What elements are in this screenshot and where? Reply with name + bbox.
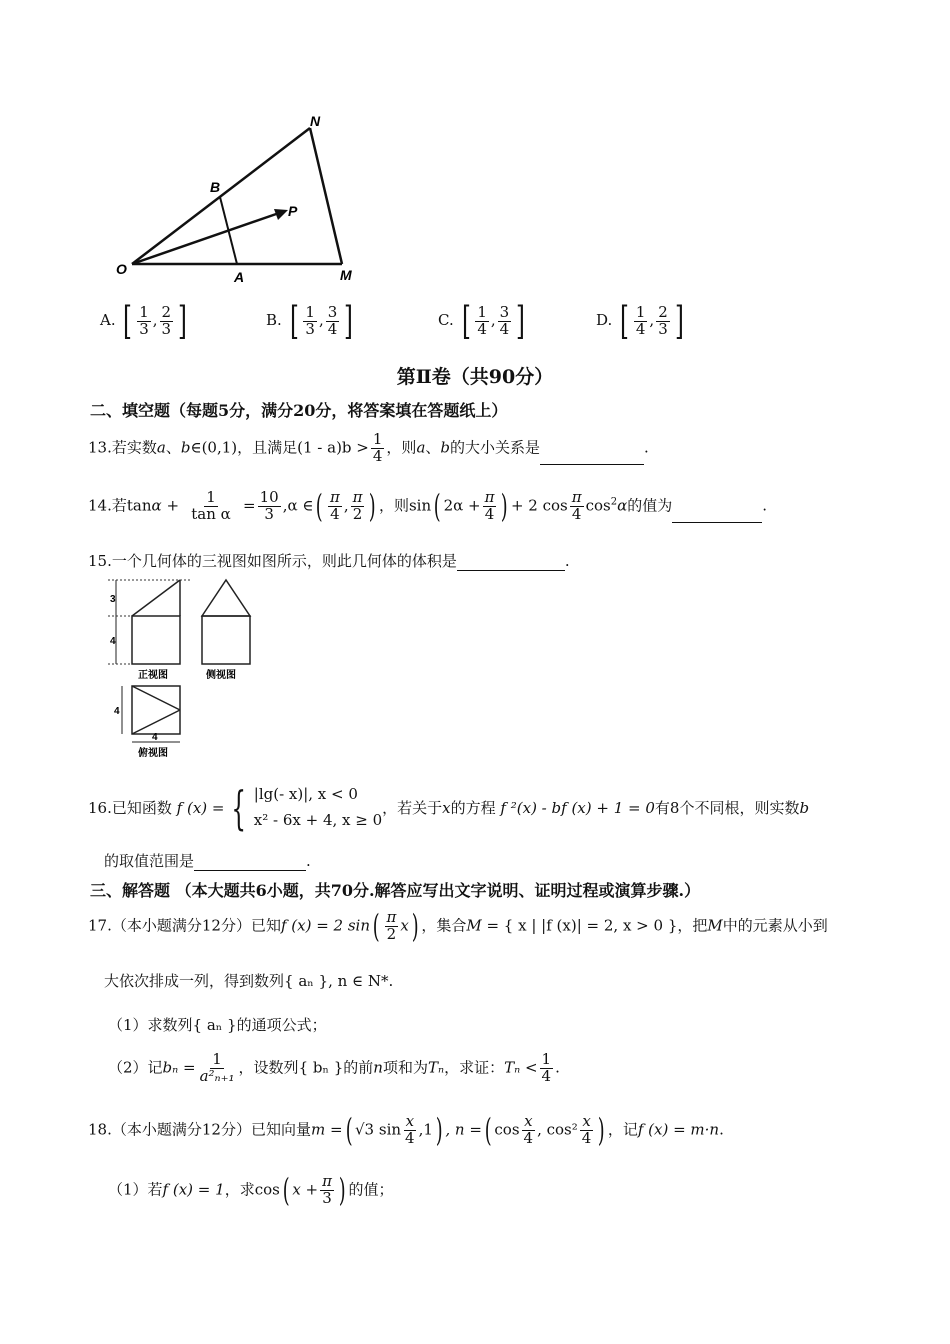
frac-num: 1 bbox=[541, 1050, 552, 1068]
dim-top-side: 4 bbox=[114, 706, 120, 717]
question-16: 16. 已知函数 f (x) = { |lg(- x)|, x < 0 x² - 6x + 4, x ≥ 0 ，若关于 x 的方程 f ²(x) - bf (x) + 1 = 0 有8个不同根，则实数 b bbox=[88, 780, 810, 835]
q-text: ，把 bbox=[677, 916, 708, 935]
math-expr: f (x) = 2 sin bbox=[280, 916, 371, 935]
period: . bbox=[564, 552, 570, 570]
label-a: A bbox=[234, 269, 245, 285]
label-o: O bbox=[116, 261, 127, 277]
var-n: n bbox=[373, 1058, 383, 1077]
math-symbol: = bbox=[243, 496, 256, 515]
frac-den: 4 bbox=[523, 1128, 534, 1147]
q-text: ，且满足 bbox=[237, 438, 298, 457]
q-number: 14. bbox=[88, 496, 112, 515]
answer-blank[interactable] bbox=[540, 448, 644, 465]
frac-num: 10 bbox=[259, 488, 279, 506]
label-side-view: 侧视图 bbox=[206, 670, 236, 681]
period: . bbox=[306, 852, 311, 870]
question-17-part1 bbox=[108, 1014, 327, 1035]
q-text: （2）记 bbox=[108, 1058, 163, 1077]
frac-num: x bbox=[405, 1112, 415, 1130]
section2-heading: 二、填空题（每题5分，满分20分，将答案填在答题纸上） bbox=[90, 401, 508, 420]
option-letter: B. bbox=[266, 311, 282, 330]
section3-heading: 三、解答题 （本大题共6小题，共70分.解答应写出文字说明、证明过程或演算步骤.） bbox=[90, 881, 701, 900]
triangle-figure bbox=[110, 108, 370, 288]
math-expr: f (x) = bbox=[176, 798, 225, 817]
q-text: ，设数列 bbox=[238, 1058, 299, 1077]
q-text: 的值为 bbox=[627, 496, 673, 515]
q-text: 一个几何体的三视图如图所示，则此几何体的体积是 bbox=[111, 552, 457, 570]
answer-blank[interactable] bbox=[194, 854, 306, 871]
q-text: ，求证： bbox=[444, 1058, 505, 1077]
q-text: 的通项公式； bbox=[236, 1016, 327, 1034]
var-b: b bbox=[180, 438, 191, 457]
math-expr: 2α + bbox=[443, 496, 481, 515]
q-number: 15. bbox=[88, 552, 112, 570]
frac-den: 4 bbox=[372, 446, 383, 465]
option-letter: D. bbox=[596, 311, 613, 330]
math-expr: f (x) = m·n bbox=[637, 1120, 720, 1139]
answer-blank[interactable] bbox=[457, 554, 565, 571]
q-text: ，则 bbox=[386, 438, 417, 457]
frac-den: 3 bbox=[322, 1188, 332, 1207]
question-17-cont bbox=[104, 970, 393, 991]
frac-num: π bbox=[322, 1172, 332, 1190]
frac-den: 4 bbox=[541, 1066, 552, 1085]
frac-den: 4 bbox=[477, 319, 487, 338]
frac-den: 4 bbox=[635, 319, 646, 338]
frac-den: 2 bbox=[352, 504, 363, 523]
var-a: a bbox=[416, 438, 426, 457]
var-alpha: α bbox=[151, 496, 162, 515]
q-text: （1）求数列 bbox=[108, 1016, 193, 1034]
question-17-part2 bbox=[108, 1052, 560, 1085]
period: . bbox=[388, 972, 394, 990]
var-tn: Tₙ bbox=[427, 1058, 445, 1077]
frac-num: 1 bbox=[206, 488, 216, 506]
period: . bbox=[719, 1120, 724, 1139]
q-text: （本小题满分12分）已知向量 bbox=[111, 1120, 311, 1139]
frac-den: a²ₙ₊₁ bbox=[199, 1066, 235, 1085]
q-text: ，则 bbox=[378, 496, 409, 515]
frac-num: 2 bbox=[161, 302, 172, 321]
option-b: B. [ $\frac{1}{3}$ , $\frac{3}{4}$ ] bbox=[266, 299, 354, 343]
math-expr: f ²(x) - bf (x) + 1 = 0 bbox=[500, 798, 655, 817]
q-text: 的方程 bbox=[450, 799, 496, 817]
seq-an: { aₙ } bbox=[192, 1016, 237, 1034]
frac-num: 1 bbox=[305, 302, 315, 321]
frac-den: 4 bbox=[405, 1128, 415, 1147]
frac-num: 2 bbox=[658, 302, 668, 321]
math-expr: , n ∈ N* bbox=[328, 972, 389, 990]
math-expr: Tₙ < bbox=[504, 1058, 538, 1077]
piecewise-case-2: x² - 6x + 4, x ≥ 0 bbox=[253, 810, 383, 829]
question-13 bbox=[88, 432, 649, 465]
dim-front-top: 3 bbox=[110, 594, 116, 605]
q-text: 大依次排成一列，得到数列 bbox=[104, 972, 285, 990]
math-symbol: + bbox=[166, 496, 180, 515]
math-expr: (1 - a)b > bbox=[297, 438, 369, 457]
q-text: 的前 bbox=[343, 1058, 374, 1077]
frac-num: π bbox=[386, 908, 397, 926]
frac-den: 4 bbox=[571, 504, 582, 523]
question-18: 18.（本小题满分12分）已知向量m =( √3 sin $\frac{x}{4}$ ,1) , n =( cos $\frac{x}{4}$ , cos² $\frac{x}{4}$ ) ，记f (x) = m·n. bbox=[88, 1110, 724, 1149]
math-expr: ,α ∈ bbox=[282, 496, 314, 515]
frac-den: 4 bbox=[484, 504, 495, 523]
q-text: 、 bbox=[425, 438, 441, 457]
func-sin: sin bbox=[408, 496, 432, 515]
q-number: 13. bbox=[88, 438, 112, 457]
frac-num: π bbox=[352, 488, 363, 506]
frac-num: 1 bbox=[477, 302, 487, 321]
frac-den: 3 bbox=[139, 319, 149, 338]
label-n: N bbox=[310, 113, 321, 129]
period: . bbox=[644, 438, 649, 457]
q-text: （本小题满分12分）已知 bbox=[111, 916, 281, 935]
var-alpha: α bbox=[617, 496, 628, 515]
frac-num: 3 bbox=[327, 302, 338, 321]
frac-num: π bbox=[484, 488, 495, 506]
period: . bbox=[555, 1058, 560, 1077]
frac-den: 4 bbox=[327, 319, 338, 338]
q-text: 已知函数 bbox=[111, 799, 172, 817]
frac-den: 2 bbox=[386, 924, 397, 943]
math-expr: f (x) = 1 bbox=[162, 1180, 225, 1199]
q-number: 18. bbox=[88, 1120, 112, 1139]
label-top-view: 俯视图 bbox=[138, 748, 168, 759]
label-front-view: 正视图 bbox=[138, 670, 168, 681]
label-m: M bbox=[340, 267, 352, 283]
func-cos: , cos² bbox=[537, 1120, 578, 1139]
option-letter: C. bbox=[438, 311, 454, 330]
option-c: C. [ $\frac{1}{4}$ , $\frac{3}{4}$ ] bbox=[438, 299, 526, 343]
interval: (0,1) bbox=[201, 438, 238, 457]
q-text: ，记 bbox=[607, 1120, 638, 1139]
math-symbol: ∈ bbox=[190, 438, 202, 457]
var-x: x bbox=[400, 916, 409, 935]
q-number: 17. bbox=[88, 916, 112, 935]
func-cos: cos bbox=[494, 1120, 520, 1139]
question-17: 17.（本小题满分12分）已知f (x) = 2 sin( $\frac{\pi}{2}$ x) ，集合M = { x | |f (x)| = 2, x > 0 }，把M中的元素从小到 bbox=[88, 906, 828, 945]
var-x: x bbox=[442, 798, 451, 817]
frac-num: x bbox=[524, 1112, 533, 1130]
frac-num: 1 bbox=[139, 302, 149, 321]
question-16-cont bbox=[104, 850, 311, 871]
vec-m: m = bbox=[310, 1120, 343, 1139]
frac-num: x bbox=[582, 1112, 591, 1130]
option-letter: A. bbox=[100, 311, 116, 330]
q-text: 、 bbox=[165, 438, 181, 457]
var-b: b bbox=[440, 438, 451, 457]
var-b: b bbox=[799, 798, 810, 817]
var-m: M bbox=[466, 916, 482, 935]
func-cos: cos bbox=[254, 1180, 280, 1199]
frac-den: 4 bbox=[499, 319, 510, 338]
q-text: 中的元素从小到 bbox=[722, 916, 828, 935]
q-text: 有8个不同根，则实数 bbox=[654, 799, 800, 817]
q-text: ，集合 bbox=[421, 916, 467, 935]
answer-blank[interactable] bbox=[672, 506, 762, 523]
frac-den: 3 bbox=[305, 319, 315, 338]
frac-den: 3 bbox=[264, 504, 274, 523]
q-text: 若 bbox=[111, 496, 127, 515]
var-m: M bbox=[707, 916, 723, 935]
part2-title: 第Ⅱ卷（共90分） bbox=[396, 366, 554, 388]
dim-front-bottom: 4 bbox=[110, 636, 116, 647]
frac-den: tan α bbox=[191, 504, 231, 523]
frac-num: 1 bbox=[212, 1050, 222, 1068]
q-number: 16. bbox=[88, 798, 112, 817]
frac-den: 3 bbox=[658, 319, 668, 338]
q-text: （1）若 bbox=[108, 1180, 163, 1199]
func-cos: cos bbox=[585, 496, 611, 515]
frac-num: π bbox=[329, 488, 340, 506]
q-text: 的取值范围是 bbox=[104, 852, 195, 870]
frac-num: 3 bbox=[499, 302, 510, 321]
frac-num: π bbox=[571, 488, 582, 506]
q-text: ，求 bbox=[224, 1180, 255, 1199]
func-tan: tan bbox=[126, 496, 152, 515]
math-expr: x + bbox=[292, 1180, 319, 1199]
frac-den: 3 bbox=[161, 319, 172, 338]
math-expr: ,1 bbox=[418, 1120, 433, 1139]
q-text: 的值； bbox=[348, 1180, 394, 1199]
set-expr: = { x | |f (x)| = 2, x > 0 } bbox=[486, 916, 678, 935]
question-15 bbox=[88, 550, 570, 571]
seq-an: { aₙ } bbox=[284, 972, 329, 990]
q-text: 的大小关系是 bbox=[450, 438, 541, 457]
q-text: 项和为 bbox=[382, 1058, 428, 1077]
vec-n: , n = bbox=[445, 1120, 482, 1139]
label-b: B bbox=[210, 179, 221, 195]
exponent: 2 bbox=[610, 496, 618, 508]
label-p: P bbox=[288, 203, 298, 219]
option-d: D. [ $\frac{1}{4}$ , $\frac{2}{3}$ ] bbox=[596, 299, 684, 343]
math-expr: bₙ = bbox=[162, 1058, 196, 1077]
math-expr: √3 sin bbox=[355, 1120, 402, 1139]
question-18-part1: （1）若f (x) = 1，求cos( x + $\frac{\pi}{3}$ ) 的值； bbox=[108, 1170, 394, 1209]
seq-bn: { bₙ } bbox=[298, 1058, 344, 1077]
q-text: ，若关于 bbox=[382, 799, 443, 817]
piecewise-case-1: |lg(- x)|, x < 0 bbox=[253, 785, 358, 803]
q-text: 若实数 bbox=[111, 438, 157, 457]
question-14: 14.若tanα + $\frac{1}{\text{tan α}}$ = $\frac{10}{3}$ ,α ∈( $\frac{\pi}{4}$ , $\frac{\pi}{2}$ ) ，则sin( 2α + $\frac{\pi}{4}$ ) + 2 cos $\frac{\pi}{4}$ $\cos^2\alpha$的值为 . bbox=[88, 486, 768, 525]
frac-den: 4 bbox=[330, 504, 340, 523]
frac-num: 1 bbox=[635, 302, 646, 321]
frac-num: 1 bbox=[372, 430, 383, 448]
var-a: a bbox=[156, 438, 166, 457]
frac-den: 4 bbox=[581, 1128, 592, 1147]
option-a: A. [ $\frac{1}{3}$ , $\frac{2}{3}$ ] bbox=[100, 299, 187, 343]
dim-top-bottom: 4 bbox=[152, 732, 158, 743]
math-expr: + 2 cos bbox=[510, 496, 568, 515]
three-view-figure bbox=[100, 576, 260, 772]
period: . bbox=[762, 496, 768, 515]
